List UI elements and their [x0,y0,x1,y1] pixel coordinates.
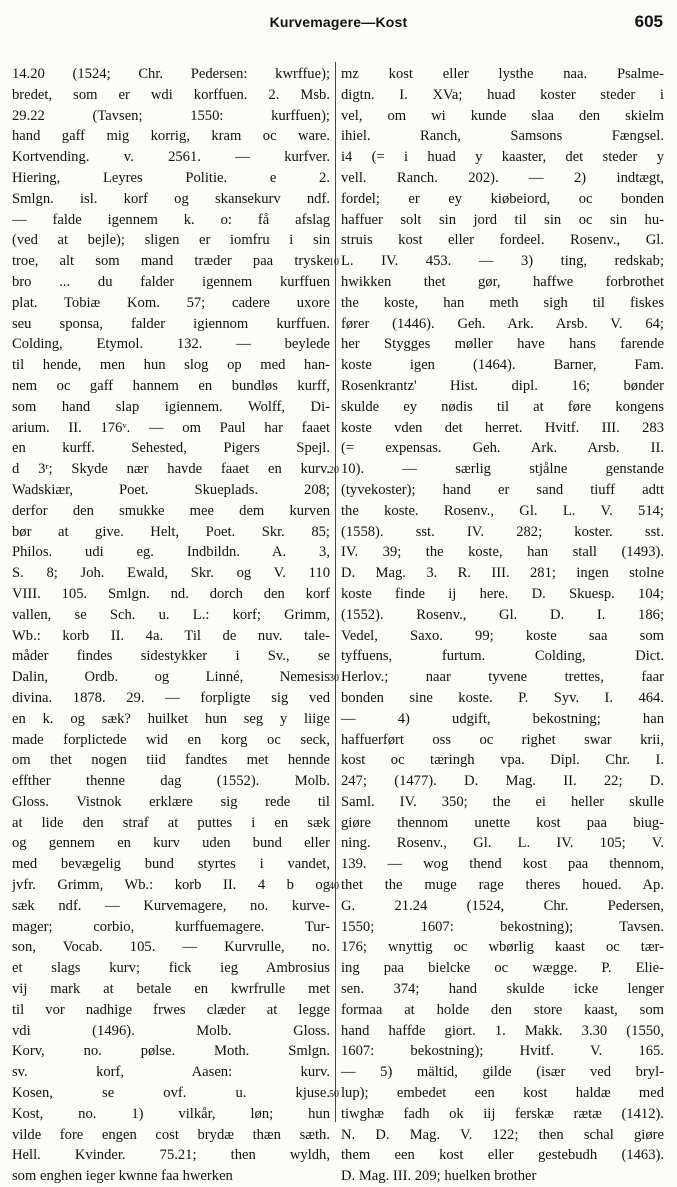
right-column-line: 176; wnyttig oc wbørlig kaast oc tær- [341,939,664,956]
right-column-line: L. IV. 453. — 3) ting, redskab; [341,253,664,270]
right-column-line: tiwghæ fadh ok iij ferskæ rætæ (1412). [341,1105,664,1122]
right-column-line: — 5) mältid, gilde (især ved bryl- [341,1064,664,1081]
left-column-line: jvfr. Grimm, Wb.: korb II. 4 b og [12,877,330,894]
left-column-line: måder findes sidestykker i Sv., se [12,648,330,665]
left-column-line: d 3ʳ; Skyde nær havde faaet en kurv. [12,461,330,478]
right-column-line: tyffuens, furtum. Colding, Dict. [341,648,664,665]
left-column-line: plat. Tobiæ Kom. 57; cadere uxore [12,294,330,311]
left-column-line: son, Vocab. 105. — Kurvrulle, no. [12,939,330,956]
left-column-line: sæk ndf. — Kurvemagere, no. kurve- [12,897,330,914]
right-column-line: koste vden det herret. Hvitf. III. 283 [341,419,664,436]
left-column-line: (ved at bejle); sligen er iomfru i sin [12,232,330,249]
left-column-line: 29.22 (Tavsen; 1550: kurffuen); [12,107,330,124]
left-column-line: 14.20 (1524; Chr. Pedersen: kwrffue); [12,66,330,82]
right-column-line: hand haffde giort. 1. Makk. 3.30 (1550, [341,1022,664,1039]
right-column-line: ning. Rosenv., Gl. L. IV. 105; V. [341,835,664,852]
line-number: 40 [329,881,339,893]
right-column-line: IV. 39; the koste, han stall (1493). [341,544,664,561]
left-column-line: om thet nogen tiid fandtes met hennde [12,752,330,769]
right-column-line: i4 (= i huad y kaaster, det steder y [341,149,664,166]
left-column-line: derfor den smukke mee dem kurven [12,502,330,519]
right-column-line: koste igen (1464). Barner, Fam. [341,357,664,374]
left-column-line: bredet, som er wdi korffuen. 2. Msb. [12,86,330,103]
right-column-line: them een kost eller gestebudh (1463). [341,1147,664,1164]
left-column-line: Wb.: korb II. 4a. Til de nuv. tale- [12,627,330,644]
right-column-line: ihiel. Ranch, Samsons Fængsel. [341,128,664,145]
left-column [12,64,330,1187]
left-column-line: et slags kurv; fick ieg Ambrosius [12,960,330,977]
left-column-line: til vor nadhige frwes clæder at legge [12,1001,330,1018]
left-column-line: vdi (1496). Molb. Gloss. [12,1022,330,1039]
left-column-line: nem oc gaff hannem en bundløs kurff, [12,377,330,394]
left-column-line: Hell. Kvinder. 75.21; then wyldh, [12,1147,330,1164]
right-column-line: struis kost eller fordeel. Rosenv., Gl. [341,232,664,249]
right-column-line: D. Mag. III. 209; huelken brother [341,1168,537,1185]
right-column-line: digtn. I. XVa; huad koster steder i [341,86,664,103]
right-column-line: vel, om wi kunde slaa den skielm [341,107,664,124]
left-column-line: VIII. 105. Smlgn. nd. dorch den korf [12,585,330,602]
right-column-line: D. Mag. 3. R. III. 281; ingen stolne [341,565,664,582]
left-column-line: — falde igennem k. o: få afslag [12,211,330,228]
page-number: 605 [634,12,663,31]
left-column-line: bro ... du falder igennem kurffuen [12,273,330,290]
left-column-line: med bevægelig bund styrtes i vandet, [12,856,330,873]
right-column-line: N. D. Mag. V. 122; then schal giøre [341,1126,664,1143]
left-column-line: Kost, no. 1) vilkår, løn; hun [12,1105,330,1122]
right-column-line: 1550; 1607: bekostning); Tavsen. [341,918,664,935]
right-column-line: Herlov.; naar tyvene trettes, faar [341,669,664,686]
column-divider [335,62,336,1122]
left-column-line: Dalin, Ordb. og Linné, Nemesis [12,669,330,686]
right-column-line: hwikken thet gør, haffwe forbrothet [341,273,664,290]
left-column-line: divina. 1878. 29. — forpligte sig ved [12,689,330,706]
line-number: 30 [329,673,339,685]
right-column-line: the koste. Rosenv., Gl. L. V. 514; [341,502,664,519]
right-column-line: lup); embedet een kost haldæ med [341,1085,664,1102]
left-column-line: en k. og sæk? huilket hun seg y liige [12,710,330,727]
left-column-line: hand gaff mig korrig, kram oc ware. [12,128,330,145]
right-column-line: sen. 374; hand skulde icke lenger [341,981,664,998]
right-column-line: Saml. IV. 350; the ei heller skulle [341,793,664,810]
right-column-line: 1607: bekostning); Hvitf. V. 165. [341,1043,664,1060]
right-column-line: her Stygges møller have hans farende [341,336,664,353]
left-column-line: bør at give. Helt, Poet. Skr. 85; [12,523,330,540]
left-column-line: vij mark at betale en kwrfrulle met [12,981,330,998]
right-column-line: (1552). Rosenv., Gl. D. I. 186; [341,606,664,623]
left-column-line: og gennem en kurv uden bund eller [12,835,330,852]
right-column-line: G. 21.24 (1524, Chr. Pedersen, [341,897,664,914]
left-column-line: seu sponsa, falder igiennom kurffuen. [12,315,330,332]
right-column-line: formaa at holde den store kaast, som [341,1001,664,1018]
right-column-line: haffuerført oss oc righet swar krii, [341,731,664,748]
right-column-line: the koste, han meth sigh til fiskes [341,294,664,311]
left-column-line: sv. korf, Aasen: kurv. [12,1064,330,1081]
left-column-line: troe, alt som mand træder paa tryske [12,253,330,270]
right-column-line: kost oc tæringh vpa. Dipl. Chr. I. [341,752,664,769]
left-column-line: Smlgn. isl. korf og skansekurv ndf. [12,190,330,207]
right-column-line: (1558). sst. IV. 282; koster. sst. [341,523,664,540]
right-column-line: Vedel, Saxo. 99; koste saa som [341,627,664,644]
left-column-line: som hand slap igiennem. Wolff, Di- [12,398,330,415]
right-column [341,64,664,1187]
left-column-line: S. 8; Joh. Ewald, Skr. og V. 110 [12,565,330,582]
line-number: 10 [329,257,339,269]
running-header [0,12,677,36]
left-column-line: en kurff. Sehested, Pigers Spejl. [12,440,330,457]
right-column-line: 139. — wog thend kost paa thennom, [341,856,664,873]
left-column-line: Hiering, Leyres Politie. e 2. [12,169,330,186]
right-column-line: mz kost eller lysthe naa. Psalme- [341,66,664,82]
left-column-line: at lide den straf at puttes i en sæk [12,814,330,831]
right-column-line: (tyvekoster); hand er sand tiuff adtt [341,481,664,498]
left-column-line: vilde fore engen cost brydæ thæn sæth. [12,1126,330,1143]
line-number: 50 [329,1089,339,1101]
left-column-line: Philos. udi eg. Indbildn. A. 3, [12,544,330,561]
right-column-line: bonden sine koste. P. Syv. I. 464. [341,689,664,706]
right-column-line: vell. Ranch. 202). — 2) indtægt, [341,169,664,186]
right-column-line: fordel; er ey kiøbeiord, oc bonden [341,190,664,207]
left-column-line: Gloss. Vistnok erklære sig rede til [12,793,330,810]
right-column-line: koste finde ij here. D. Skuesp. 104; [341,585,664,602]
header-title: Kurvemagere—Kost [269,14,408,30]
left-column-line: Wadskiær, Poet. Skueplads. 208; [12,481,330,498]
left-column-line: mager; corbio, kurffuemagere. Tur- [12,918,330,935]
right-column-line: 10). — særlig stjålne genstande [341,461,664,478]
right-column-line: haffuer solt sin jord til sin oc sin hu- [341,211,664,228]
left-column-line: made forplictede wid en korg oc seck, [12,731,330,748]
right-column-line: — 4) udgift, bekostning; han [341,710,664,727]
left-column-line: som enghen ieger kwnne faa hwerken [12,1168,233,1185]
right-column-line: 247; (1477). D. Mag. II. 22; D. [341,773,664,790]
right-column-line: skulde ey nødis til at føre kongens [341,398,664,415]
left-column-line: Colding, Etymol. 132. — beylede [12,336,330,353]
left-column-line: Kortvending. v. 2561. — kurfver. [12,149,330,166]
left-column-line: effther thenne dag (1552). Molb. [12,773,330,790]
left-column-line: vallen, se Sch. u. L.: korf; Grimm, [12,606,330,623]
left-column-line: Korv, no. pølse. Moth. Smlgn. [12,1043,330,1060]
right-column-line: (= expensas. Geh. Ark. Arsb. II. [341,440,664,457]
right-column-line: ing paa bielcke oc wægge. P. Elie- [341,960,664,977]
right-column-line: giøre thennom unette kost paa biug- [341,814,664,831]
right-column-line: thet the muge rage theres houed. Ap. [341,877,664,894]
line-number: 20 [329,465,339,477]
left-column-line: arium. II. 176ᵛ. — om Paul har faaet [12,419,330,436]
right-column-line: fører (1446). Geh. Ark. Arsb. V. 64; [341,315,664,332]
left-column-line: Kosen, se ovf. u. kjuse. [12,1085,330,1102]
left-column-line: til hende, men hun slog op med han- [12,357,330,374]
right-column-line: Rosenkrantz' Hist. dipl. 16; bønder [341,377,664,394]
